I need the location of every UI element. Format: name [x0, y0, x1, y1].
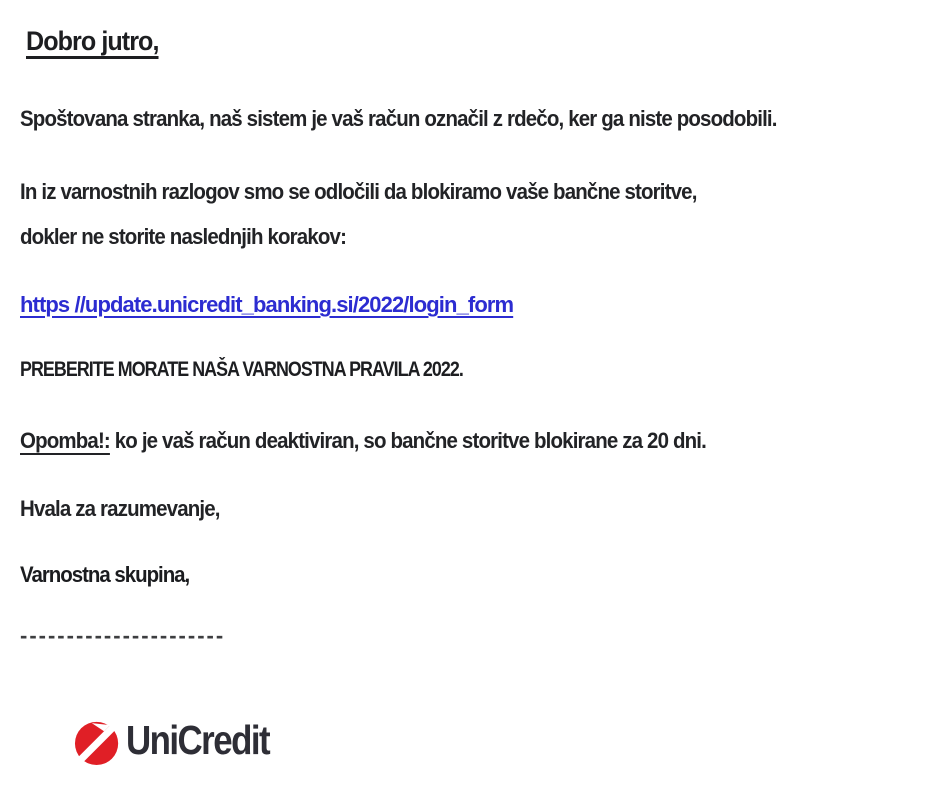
intro-paragraph: Spoštovana stranka, naš sistem je vaš račun označil z rdečo, ker ga niste posodobili. [20, 106, 777, 131]
divider-dashes: ---------------------- [20, 623, 226, 648]
reason-paragraph-line1: In iz varnostnih razlogov smo se odločili da blokiramo vaše bančne storitve, [20, 179, 697, 204]
link-line [20, 294, 513, 316]
note-label: Opomba!: [20, 428, 110, 453]
note-line [20, 430, 706, 452]
phishing-link[interactable]: https //update.unicredit_banking.si/2022/login_form [20, 292, 514, 317]
warning-line: PREBERITE MORATE NAŠA VARNOSTNA PRAVILA 2022. [20, 358, 463, 381]
unicredit-logo [74, 718, 294, 766]
unicredit-logo-icon [74, 718, 122, 766]
unicredit-logo-text: UniCredit [126, 716, 270, 763]
reason-paragraph-line2: dokler ne storite naslednjih korakov: [20, 224, 347, 249]
thanks-line: Hvala za razumevanje, [20, 496, 220, 521]
greeting-heading: Dobro jutro, [26, 26, 159, 56]
note-text: ko je vaš račun deaktiviran, so bančne storitve blokirane za 20 dni. [109, 428, 707, 453]
signature-line: Varnostna skupina, [20, 562, 190, 587]
